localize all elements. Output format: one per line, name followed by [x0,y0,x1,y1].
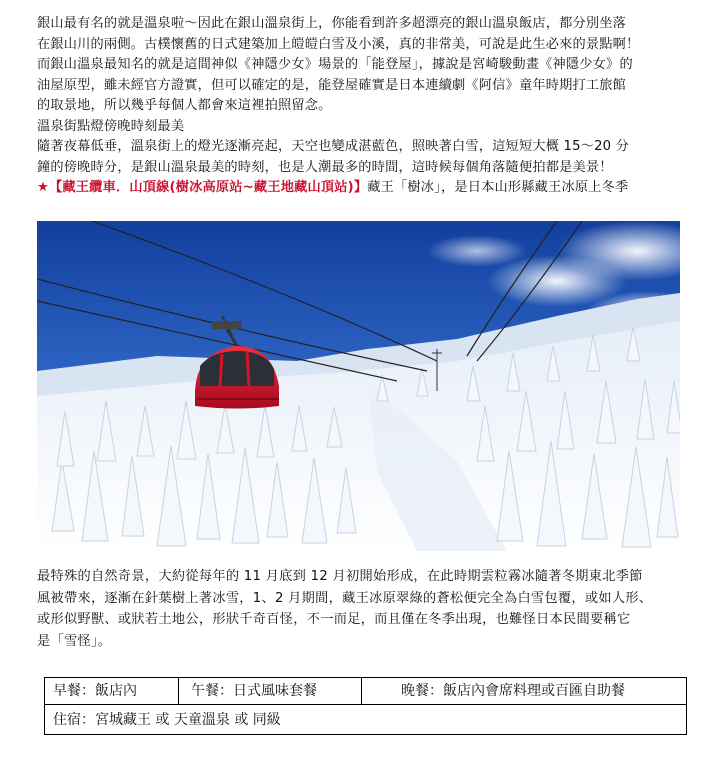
intro-line: 的取景地，所以幾乎每個人都會來這裡拍照留念。 [37,98,332,113]
snow-monster-line: 風被帶來，逐漸在針葉樹上著冰雪，1、2 月期間，藏王冰原翠綠的蒼松便完全為白雪包覆，或如人形、 [37,590,653,606]
lodging-cell: 住宿：宮城藏王 或 天童溫泉 或 同級 [53,712,281,728]
evening-line: 隨著夜幕低垂，溫泉街上的燈光逐漸亮起，天空也變成湛藍色，照映著白雪，這短短大概 15～20 分 [37,139,630,154]
snow-monster-line: 最特殊的自然奇景，大約從每年的 11 月底到 12 月初開始形成，在此時期雲粒霧冰隨著冬期東北季節 [37,569,643,584]
ropeway-snow-monster-photo [37,221,680,551]
cell-divider [178,678,179,704]
snow-monster-line: 是「雪怪」。 [37,633,112,649]
intro-section [37,14,685,199]
ropeway-highlight-line [37,178,685,199]
cell-divider [361,678,362,704]
snow-monster-section [37,566,687,652]
evening-subheading: 溫泉街點燈傍晚時刻最美 [37,118,185,134]
evening-paragraph [37,137,685,178]
intro-line: 而銀山溫泉最知名的就是這間神似《神隱少女》場景的「能登屋」，據說是宮崎駿動畫《神隱少女》的 [37,57,633,72]
evening-line: 鐘的傍晚時分，是銀山溫泉最美的時刻，也是人潮最多的時間，這時候每個角落隨便拍都是美景！ [37,159,613,175]
intro-line: 在銀山川的兩側。古樸懷舊的日式建築加上皚皚白雪及小溪，真的非常美，可說是此生必來的景點啊！ [37,36,640,52]
snow-monster-line: 或形似野獸、或狀若土地公，形狀千奇百怪，不一而足，而且僅在冬季出現，也難怪日本民間要稱它 [37,612,631,627]
ropeway-highlight-label: ★【藏王纜車．山頂線(樹冰高原站~藏王地藏山頂站)】 [37,180,368,195]
intro-line: 油屋原型，雖未經官方證實，但可以確定的是，能登屋確實是日本連續劇《阿信》童年時期打工旅館 [37,77,627,93]
intro-paragraph [37,14,685,117]
intro-line: 銀山最有名的就是溫泉啦～因此在銀山溫泉街上，你能看到許多超漂亮的銀山溫泉飯店，都分別坐落 [37,16,627,31]
dinner-cell: 晚餐：飯店內會席料理或百匯自助餐 [401,683,625,699]
ropeway-highlight-text: 藏王「樹冰」，是日本山形縣藏王冰原上冬季 [367,180,629,195]
lunch-cell: 午餐：日式風味套餐 [191,683,317,699]
meal-row [45,678,686,705]
meal-table [44,677,687,735]
breakfast-cell: 早餐：飯店內 [53,683,137,699]
